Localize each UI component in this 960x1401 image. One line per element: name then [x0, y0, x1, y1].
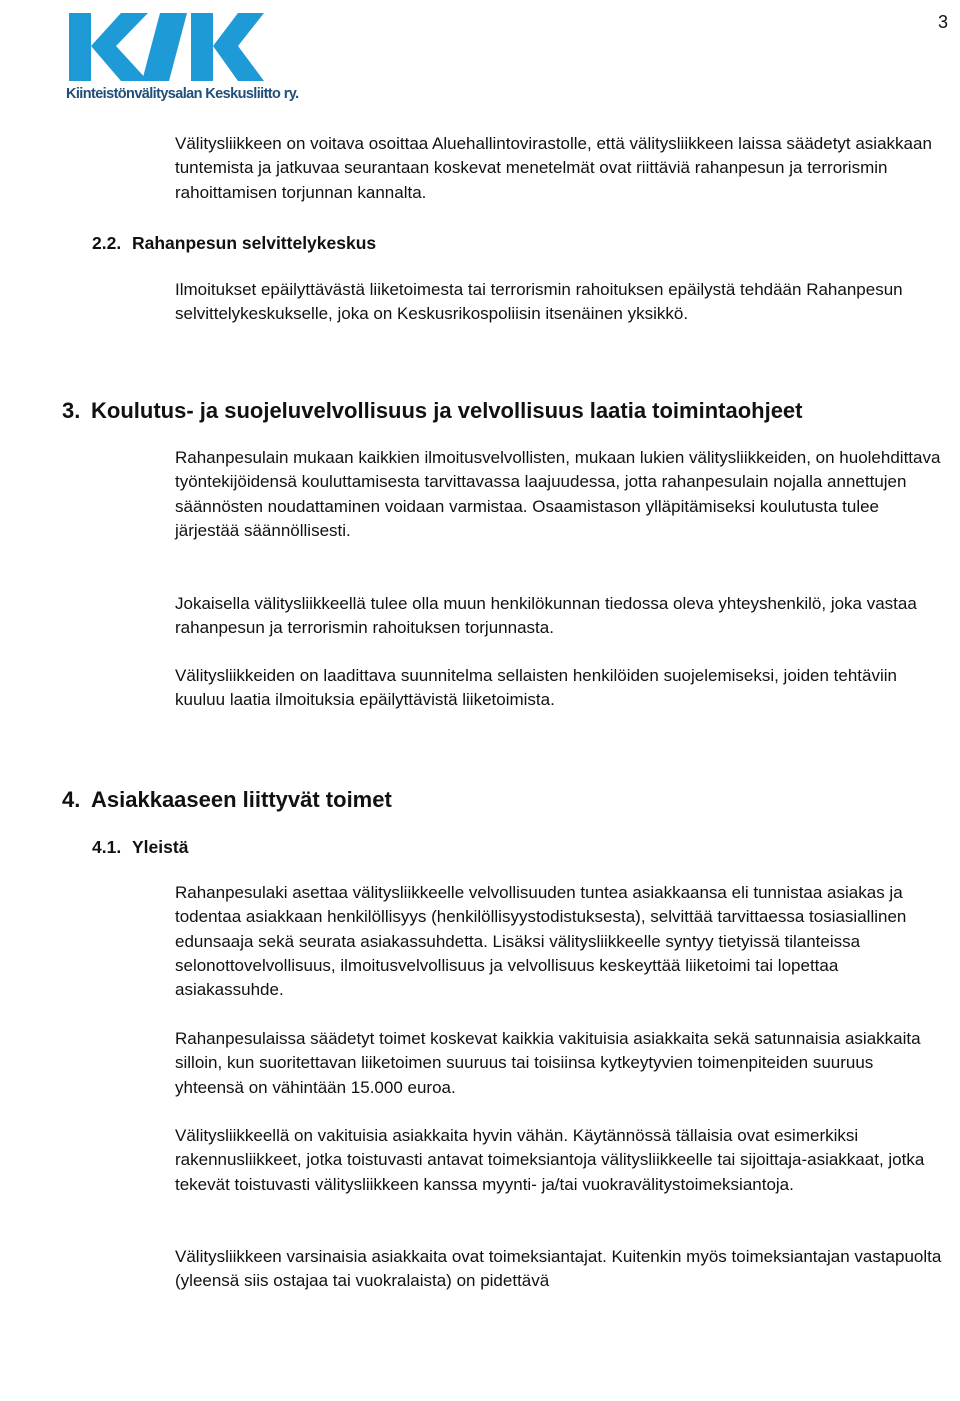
- section-3-paragraph: Jokaisella välitysliikkeellä tulee olla muun henkilökunnan tiedossa oleva yhteyshenkilö, joka vastaa rahanpesun ja terrorismin rahoituksen torjunnasta.: [175, 594, 917, 638]
- logo-organization-name: Kiinteistönvälitysalan Keskusliitto ry.: [66, 86, 299, 102]
- section-2-2-paragraph: Ilmoitukset epäilyttävästä liiketoimesta tai terrorismin rahoituksen epäilystä tehdään Rahanpesun selvittelykeskukselle, joka on Keskusrikospoliisin itsenäinen yksikkö.: [175, 280, 903, 324]
- page-number: 3: [938, 12, 949, 32]
- section-title: Yleistä: [132, 837, 189, 857]
- section-number: 4.: [62, 787, 81, 812]
- organization-logo: [66, 10, 299, 108]
- section-4-1-paragraph: Välitysliikkeen varsinaisia asiakkaita ovat toimeksiantajat. Kuitenkin myös toimeksiantajan vastapuolta (yleensä siis ostajaa tai vuokralaista) on pidettävä: [175, 1247, 942, 1291]
- section-4-1-heading: [92, 837, 188, 858]
- section-3-heading: [62, 398, 803, 424]
- section-2-2-heading: [92, 233, 376, 254]
- kvkl-logo-icon: [66, 10, 266, 82]
- section-title: Rahanpesun selvittelykeskus: [132, 233, 377, 253]
- section-title: Asiakkaaseen liittyvät toimet: [91, 787, 392, 812]
- section-4-1-paragraph: Rahanpesulaki asettaa välitysliikkeelle velvollisuuden tuntea asiakkaansa eli tunnistaa asiakas ja todentaa asiakkaan henkilöllisyys (henkilöllisyystodistuksesta), selvittää tarvittaessa tosiasiallinen edunsaaja sekä seurata asiakassuhdetta. Lisäksi välitysliikkeelle syntyy tietyissä tilanteissa selonottovelvollisuus, ilmoitusvelvollisuus ja velvollisuus keskeyttää liiketoimi tai lopettaa asiakassuhde.: [175, 883, 907, 1000]
- section-title: Koulutus- ja suojeluvelvollisuus ja velvollisuus laatia toimintaohjeet: [91, 398, 803, 423]
- section-4-1-paragraph: Rahanpesulaissa säädetyt toimet koskevat kaikkia vakituisia asiakkaita sekä satunnaisia asiakkaita silloin, kun suoritettavan liiketoimen suuruus tai toisiinsa kytkeytyvien toimenpiteiden suuruus yhteensä on vähintään 15.000 euroa.: [175, 1029, 921, 1097]
- section-number: 3.: [62, 398, 81, 423]
- intro-paragraph: Välitysliikkeen on voitava osoittaa Aluehallintovirastolle, että välitysliikkeen laissa säädetyt asiakkaan tuntemista ja jatkuvaa seurantaan koskevat menetelmät ovat riittäviä rahanpesun ja terrorismin rahoittamisen torjunnan kannalta.: [175, 134, 932, 202]
- section-number: 4.1.: [92, 837, 122, 857]
- section-3-paragraph: Välitysliikkeiden on laadittava suunnitelma sellaisten henkilöiden suojelemiseksi, joiden tehtäviin kuuluu laatia ilmoituksia epäilyttävistä liiketoimista.: [175, 666, 897, 710]
- section-4-1-paragraph: Välitysliikkeellä on vakituisia asiakkaita hyvin vähän. Käytännössä tällaisia ovat esimerkiksi rakennusliikkeet, jotka toistuvasti antavat toimeksiantoja välitysliikkeelle tai sijoittaja-asiakkaat, jotka tekevät toistuvasti välitysliikkeen kanssa myynti- ja/tai vuokravälitystoimeksiantoja.: [175, 1126, 925, 1194]
- section-3-paragraph: Rahanpesulain mukaan kaikkien ilmoitusvelvollisten, mukaan lukien välitysliikkeiden, on huolehdittava työntekijöidensä kouluttamisesta tarvittavassa laajuudessa, jotta rahanpesulain nojalla annettujen säännösten noudattaminen voidaan varmistaa. Osaamistason ylläpitämiseksi koulutusta tulee järjestää säännöllisesti.: [175, 448, 941, 540]
- section-4-heading: [62, 787, 392, 813]
- section-number: 2.2.: [92, 233, 122, 253]
